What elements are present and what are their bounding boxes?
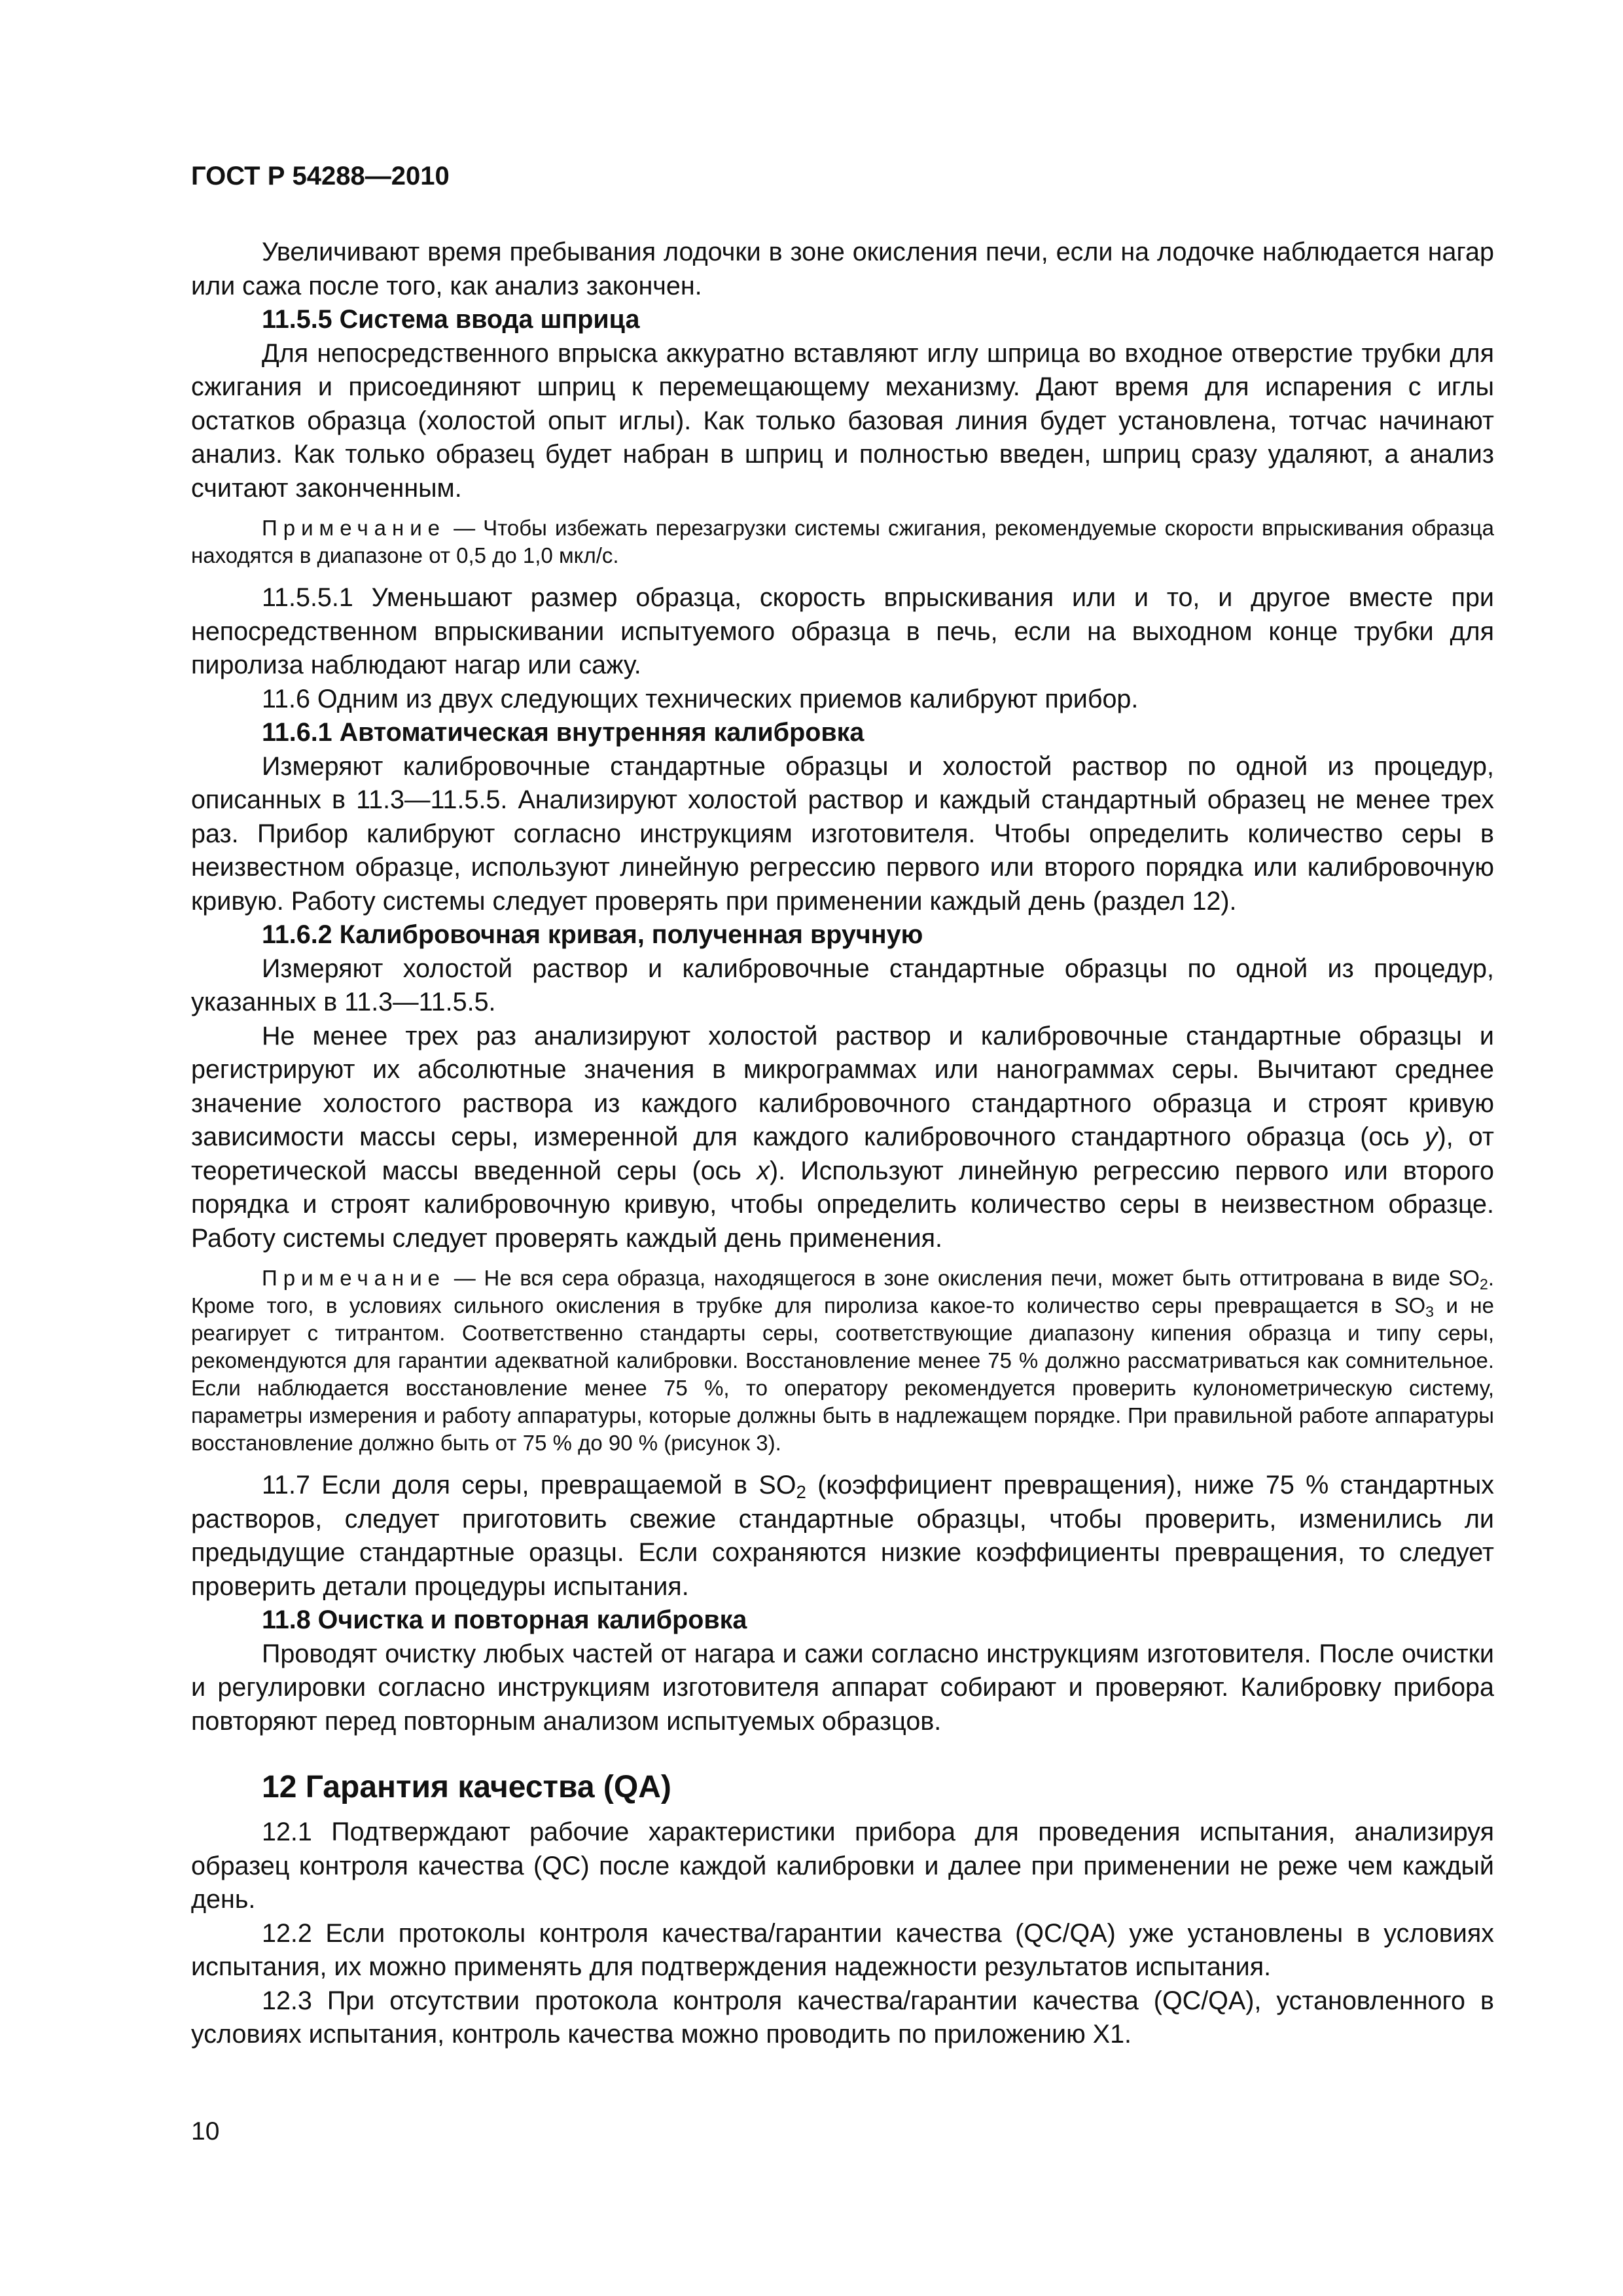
subscript: 2 (1479, 1275, 1488, 1293)
paragraph-continuation: Увеличивают время пребывания лодочки в зоне окисления печи, если на лодочке наблюдается нагар или сажа после того, как анализ закончен. (191, 238, 1494, 300)
section-heading-12: 12 Гарантия качества (QA) (262, 1770, 671, 1804)
paragraph-11-6-2-b (191, 1020, 1494, 1256)
paragraph-11-6-2-a: Измеряют холостой раствор и калибровочные стандартные образцы по одной из процедур, указанных в 11.3—11.5.5. (191, 954, 1494, 1016)
paragraph-11-6: 11.6 Одним из двух следующих технических приемов калибруют прибор. (262, 684, 1139, 713)
note-label: Примечание (262, 516, 446, 540)
document-header: ГОСТ Р 54288—2010 (191, 162, 450, 190)
note-sulfur-recovery (191, 1265, 1494, 1457)
text-run: 11.7 Если доля серы, превращаемой в SO (262, 1471, 796, 1499)
text-run: Не менее трех раз анализируют холостой раствор и калибровочные стандартные образцы и регистрируют их абсолютные значения в микрограммах или нанограммах серы. Вычитают среднее значение холостого раствора из каждого калибровочного стандартного образца и строят кривую зависимости массы серы, измеренной для каждого калибровочного стандартного образца (ось (191, 1021, 1494, 1151)
heading-11-8: 11.8 Очистка и повторная калибровка (262, 1605, 747, 1634)
paragraph-11-6-1: Измеряют калибровочные стандартные образцы и холостой раствор по одной из процедур, описанных в 11.3—11.5.5. Анализируют холостой раствор и каждый стандартный образец не менее трех раз. Прибор калибруют согласно инструкциям изготовителя. Чтобы определить количество серы в неизвестном образце, используют линейную регрессию первого или второго порядка или калибровочную кривую. Работу системы следует проверять при применении каждый день (раздел 12). (191, 751, 1494, 916)
paragraph-12-2: 12.2 Если протоколы контроля качества/гарантии качества (QC/QA) уже установлены в условиях испытания, их можно применять для подтверждения надежности результатов испытания. (191, 1918, 1494, 1981)
note-text: — Чтобы избежать перезагрузки системы сжигания, рекомендуемые скорости впрыскивания образца находятся в диапазоне от 0,5 до 1,0 мкл/с. (191, 516, 1494, 567)
page-number: 10 (191, 2117, 220, 2145)
note-label: Примечание (262, 1266, 446, 1290)
page-body (191, 236, 1494, 2052)
subscript: 2 (796, 1481, 806, 1502)
paragraph-11-8: Проводят очистку любых частей от нагара и сажи согласно инструкциям изготовителя. После очистки и регулировки согласно инструкциям изготовителя аппарат собирают и проверяют. Калибровку прибора повторяют перед повторным анализом испытуемых образцов. (191, 1639, 1494, 1736)
note-injection-rate (191, 514, 1494, 569)
text-run: и не реагирует с титрантом. Соответственно стандарты серы, соответствующие диапазону кипения образца и типу серы, рекомендуются для гарантии адекватной калибровки. Восстановление менее 75 % должно рассматриваться как сомнительное. Если наблюдается восстановление менее 75 %, то оператору рекомендуется проверить кулонометрическую систему, параметры измерения и работу аппаратуры, которые должны быть в надлежащем порядке. При правильной работе аппаратуры восстановление должно быть от 75 % до 90 % (рисунок 3). (191, 1293, 1494, 1455)
axis-x-label: x (757, 1156, 770, 1185)
paragraph-11-5-5-1: 11.5.5.1 Уменьшают размер образца, скорость впрыскивания или и то, и другое вместе при непосредственном впрыскивании испытуемого образца в печь, если на выходном конце трубки для пиролиза наблюдают нагар или сажу. (191, 583, 1494, 679)
heading-11-6-2: 11.6.2 Калибровочная кривая, полученная вручную (262, 920, 923, 949)
text-run: ). Используют линейную регрессию первого или второго порядка и строят калибровочную кривую, чтобы определить количество серы в неизвестном образце. Работу системы следует проверять каждый день применения. (191, 1156, 1494, 1253)
text-run: ), от теоретической массы введенной серы (ось (191, 1122, 1494, 1185)
paragraph-syringe-input: Для непосредственного впрыска аккуратно вставляют иглу шприца во входное отверстие трубки для сжигания и присоединяют шприц к перемещающему механизму. Дают время для испарения с иглы остатков образца (холостой опыт иглы). Как только базовая линия будет установлена, тотчас начинают анализ. Как только образец будет набран в шприц и полностью введен, шприц сразу удаляют, а анализ считают законченным. (191, 338, 1494, 503)
paragraph-12-1: 12.1 Подтверждают рабочие характеристики прибора для проведения испытания, анализируя образец контроля качества (QC) после каждой калибровки и далее при применении не реже чем каждый день. (191, 1818, 1494, 1914)
text-run: . Кроме того, в условиях сильного окисления в трубке для пиролиза какое-то количество серы превращается в SO (191, 1266, 1494, 1318)
heading-11-6-1: 11.6.1 Автоматическая внутренняя калибровка (262, 718, 865, 747)
text-run: (коэффициент превращения), ниже 75 % стандартных растворов, следует приготовить свежие стандартные образцы, чтобы проверить, изменились ли предыдущие стандартные оразцы. Если сохраняются низкие коэффициенты превращения, то следует проверить детали процедуры испытания. (191, 1471, 1494, 1601)
paragraph-12-3: 12.3 При отсутствии протокола контроля качества/гарантии качества (QC/QA), установленного в условиях испытания, контроль качества можно проводить по приложению Х1. (191, 1986, 1494, 2049)
axis-y-label: y (1424, 1122, 1438, 1151)
paragraph-11-7 (191, 1469, 1494, 1604)
subscript: 3 (1425, 1302, 1435, 1320)
text-run: — Не вся сера образца, находящегося в зоне окисления печи, может быть оттитрована в виде SO (446, 1266, 1480, 1290)
heading-11-5-5: 11.5.5 Система ввода шприца (262, 305, 640, 334)
